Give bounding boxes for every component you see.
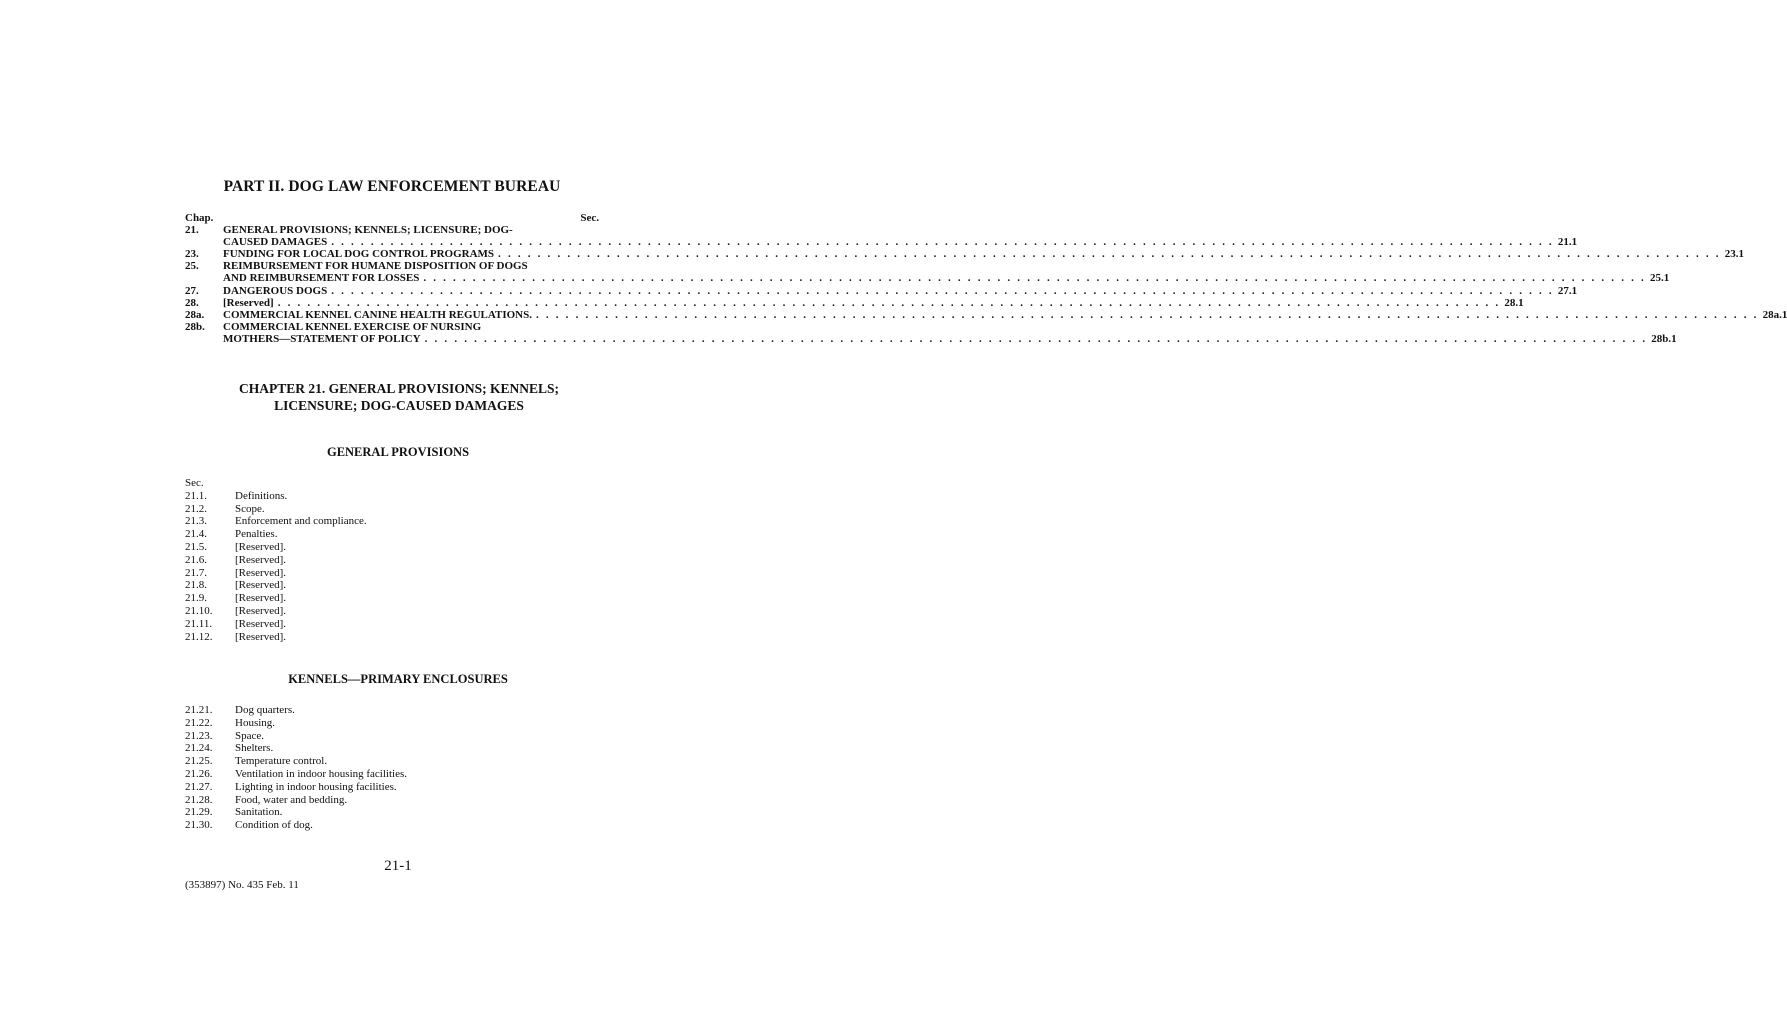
kennels-section-list <box>185 704 485 832</box>
section-number: 21.28. <box>185 793 213 806</box>
section-row <box>185 490 485 503</box>
toc-entry <box>185 284 1578 297</box>
toc-entry-title: COMMERCIAL KENNEL EXERCISE OF NURSING <box>223 320 482 333</box>
toc-sec-label: Sec. <box>580 212 599 224</box>
chapter-table-of-contents <box>185 212 1787 345</box>
section-number: 21.8. <box>185 579 207 592</box>
toc-entry-title: AND REIMBURSEMENT FOR LOSSES <box>223 272 420 285</box>
toc-entry-number: 28. <box>185 296 199 309</box>
section-number: 21.22. <box>185 716 213 729</box>
section-number: 21.30. <box>185 819 213 832</box>
section-title: [Reserved]. <box>235 566 287 579</box>
toc-entry-number: 21. <box>185 224 199 237</box>
section-title: Temperature control. <box>235 755 328 768</box>
toc-entry-title: GENERAL PROVISIONS; KENNELS; LICENSURE; DOG- <box>223 224 513 237</box>
kennels-primary-enclosures-heading: KENNELS—PRIMARY ENCLOSURES <box>288 672 508 686</box>
section-row <box>185 717 485 730</box>
toc-entry <box>185 248 1744 261</box>
section-title: Dog quarters. <box>235 704 295 716</box>
toc-entry-title: REIMBURSEMENT FOR HUMANE DISPOSITION OF DOGS <box>223 260 528 273</box>
section-title: Shelters. <box>235 742 274 755</box>
toc-entry-section: 28b.1 <box>1651 332 1677 345</box>
section-title: [Reserved]. <box>235 592 287 605</box>
section-row <box>185 806 485 819</box>
chapter-title-line: CHAPTER 21. GENERAL PROVISIONS; KENNELS; <box>239 381 559 396</box>
toc-entry <box>185 320 1677 345</box>
toc-entry-section: 21.1 <box>1557 236 1578 249</box>
section-number: 21.7. <box>185 566 207 579</box>
section-title: Condition of dog. <box>235 819 313 832</box>
section-row <box>185 755 485 768</box>
section-row <box>185 618 485 631</box>
section-row <box>185 579 485 592</box>
toc-entry-number: 23. <box>185 248 199 261</box>
section-title: Space. <box>235 729 265 742</box>
toc-entry-title: FUNDING FOR LOCAL DOG CONTROL PROGRAMS <box>223 248 495 261</box>
toc-entry-number: 27. <box>185 284 199 297</box>
dot-leader <box>425 333 1648 345</box>
section-row <box>185 781 485 794</box>
section-title: Food, water and bedding. <box>235 793 348 806</box>
section-title: Enforcement and compliance. <box>235 515 367 528</box>
section-title: Scope. <box>235 502 265 515</box>
section-row <box>185 742 485 755</box>
chapter-title-line: LICENSURE; DOG-CAUSED DAMAGES <box>274 398 524 413</box>
section-number: 21.1. <box>185 489 207 502</box>
section-title: Definitions. <box>235 489 288 502</box>
sec-label: Sec. <box>185 477 204 489</box>
section-row <box>185 794 485 807</box>
toc-entry-title: CAUSED DAMAGES <box>223 236 328 249</box>
dot-leader <box>278 297 1501 309</box>
section-row <box>185 704 485 717</box>
toc-entry-title: DANGEROUS DOGS <box>223 284 328 297</box>
section-number: 21.3. <box>185 515 207 528</box>
section-number: 21.24. <box>185 742 213 755</box>
sec-label-row <box>185 477 485 490</box>
section-title: [Reserved]. <box>235 579 287 592</box>
section-row <box>185 631 485 644</box>
toc-entry <box>185 308 1787 321</box>
section-title: [Reserved]. <box>235 604 287 617</box>
section-title: [Reserved]. <box>235 553 287 566</box>
dot-leader <box>331 285 1554 297</box>
section-number: 21.23. <box>185 729 213 742</box>
page-footer: (353897) No. 435 Feb. 11 <box>185 879 299 891</box>
toc-entry-section: 28.1 <box>1504 296 1524 309</box>
section-number: 21.29. <box>185 806 213 819</box>
section-number: 21.21. <box>185 704 213 716</box>
section-number: 21.2. <box>185 502 207 515</box>
section-number: 21.12. <box>185 630 213 643</box>
section-row <box>185 503 485 516</box>
section-title: [Reserved]. <box>235 540 287 553</box>
section-row <box>185 605 485 618</box>
toc-entry-section: 27.1 <box>1557 284 1578 297</box>
chapter-title <box>0 380 770 414</box>
general-provisions-heading: GENERAL PROVISIONS <box>326 445 470 459</box>
section-number: 21.25. <box>185 755 213 768</box>
toc-entry <box>185 260 1670 285</box>
part-title: PART II. DOG LAW ENFORCEMENT BUREAU <box>223 178 561 195</box>
section-row <box>185 768 485 781</box>
section-row <box>185 592 485 605</box>
section-row <box>185 819 485 832</box>
toc-entry-section: 28a.1 <box>1762 308 1787 321</box>
section-number: 21.6. <box>185 553 207 566</box>
general-provisions-section-list <box>185 477 485 643</box>
section-title: Ventilation in indoor housing facilities. <box>235 767 408 780</box>
toc-entry-section: 25.1 <box>1649 272 1670 285</box>
toc-entry-number: 28b. <box>185 320 205 333</box>
section-number: 21.10. <box>185 604 213 617</box>
section-number: 21.9. <box>185 592 207 605</box>
section-row <box>185 554 485 567</box>
toc-entry-number: 28a. <box>185 308 205 321</box>
section-number: 21.26. <box>185 767 213 780</box>
section-number: 21.5. <box>185 540 207 553</box>
page-number: 21-1 <box>384 858 412 874</box>
toc-entry-title: MOTHERS—STATEMENT OF POLICY <box>223 332 421 345</box>
toc-entry-title: COMMERCIAL KENNEL CANINE HEALTH REGULATIONS. <box>223 308 532 321</box>
section-row <box>185 567 485 580</box>
toc-entry-number: 25. <box>185 260 199 273</box>
section-title: Sanitation. <box>235 806 283 819</box>
section-title: [Reserved]. <box>235 617 287 630</box>
toc-header <box>185 212 599 224</box>
section-row <box>185 730 485 743</box>
section-row <box>185 515 485 528</box>
section-number: 21.4. <box>185 528 207 541</box>
dot-leader <box>498 248 1721 260</box>
section-title: Housing. <box>235 716 276 729</box>
toc-entry-section: 23.1 <box>1724 248 1744 261</box>
section-row <box>185 528 485 541</box>
section-row <box>185 541 485 554</box>
dot-leader <box>331 236 1554 248</box>
dot-leader <box>423 272 1646 284</box>
toc-entry <box>185 224 1578 249</box>
toc-chap-label: Chap. <box>185 212 214 224</box>
section-number: 21.27. <box>185 780 213 793</box>
toc-entry <box>185 296 1524 309</box>
section-title: [Reserved]. <box>235 630 287 643</box>
section-number: 21.11. <box>185 617 213 630</box>
toc-entry-title: [Reserved] <box>223 296 274 309</box>
section-title: Penalties. <box>235 528 278 541</box>
dot-leader <box>536 309 1759 321</box>
section-title: Lighting in indoor housing facilities. <box>235 780 397 793</box>
